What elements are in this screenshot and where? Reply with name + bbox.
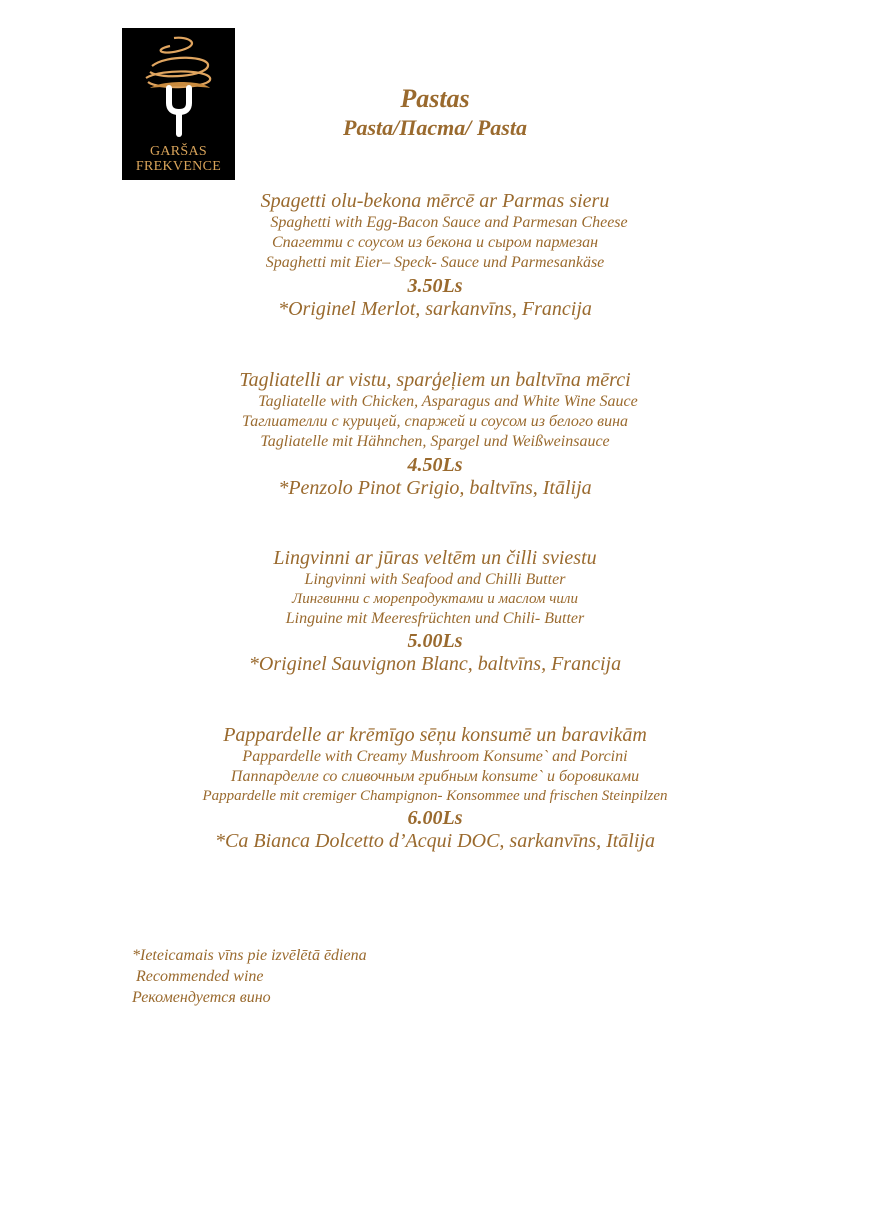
dish-2-name-ru: Таглиателли с курицей, спаржей и соусом из белого вина	[241, 413, 629, 430]
dish-1-name-en: Spaghetti with Egg-Bacon Sauce and Parmesan Cheese	[270, 214, 628, 231]
dish-4-price: 6.00Ls	[407, 807, 463, 829]
dish-4-name-ru: Паппарделле со сливочным грибным konsume` и боровиками	[230, 768, 640, 785]
dish-2-wine: *Penzolo Pinot Grigio, baltvīns, Itālija	[278, 477, 592, 499]
dish-2-name-lv: Tagliatelli ar vistu, sparģeļiem un baltvīna mērci	[239, 369, 631, 391]
logo-line2: FREKVENCE	[135, 159, 222, 174]
dish-4-name-lv: Pappardelle ar krēmīgo sēņu konsumē un baravikām	[223, 724, 647, 746]
page-subtitle: Pasta/Паста/ Pasta	[343, 115, 527, 140]
footnote-ru: Рекомендуется вино	[132, 989, 271, 1006]
footnote-en: Recommended wine	[132, 968, 264, 985]
dish-3-name-de: Linguine mit Meeresfrüchten und Chili- Butter	[285, 610, 585, 627]
page-title: Pastas	[400, 84, 470, 113]
logo-line1: GARŠAS	[149, 144, 208, 159]
dish-3-name-ru: Лингвинни с морепродуктами и маслом чили	[292, 591, 578, 607]
dish-1-name-lv: Spagetti olu-bekona mērcē ar Parmas sieru	[260, 190, 610, 212]
dish-3-name-en: Lingvinni with Seafood and Chilli Butter	[304, 571, 566, 588]
dish-1-name-de: Spaghetti mit Eier– Speck- Sauce und Parmesankäse	[265, 254, 605, 271]
dish-4-name-en: Pappardelle with Creamy Mushroom Konsume` and Porcini	[242, 748, 628, 765]
dish-2-name-en: Tagliatelle with Chicken, Asparagus and White Wine Sauce	[258, 393, 638, 410]
dish-4-wine: *Ca Bianca Dolcetto d’Acqui DOC, sarkanvīns, Itālija	[215, 830, 655, 852]
dish-2-price: 4.50Ls	[407, 454, 463, 476]
dish-1-price: 3.50Ls	[407, 275, 463, 297]
dish-2-name-de: Tagliatelle mit Hähnchen, Spargel und Weißweinsauce	[260, 433, 610, 450]
dish-4-name-de: Pappardelle mit cremiger Champignon- Konsommee und frischen Steinpilzen	[202, 788, 668, 804]
dish-1-wine: *Originel Merlot, sarkanvīns, Francija	[278, 298, 592, 320]
dish-3-price: 5.00Ls	[407, 630, 463, 652]
dish-3-name-lv: Lingvinni ar jūras veltēm un čilli sviestu	[273, 547, 597, 569]
dish-3-wine: *Originel Sauvignon Blanc, baltvīns, Francija	[248, 653, 622, 675]
dish-1-name-ru: Спагетти с соусом из бекона и сыром пармезан	[271, 234, 599, 251]
footnote-lv: *Ieteicamais vīns pie izvēlētā ēdiena	[132, 947, 367, 964]
